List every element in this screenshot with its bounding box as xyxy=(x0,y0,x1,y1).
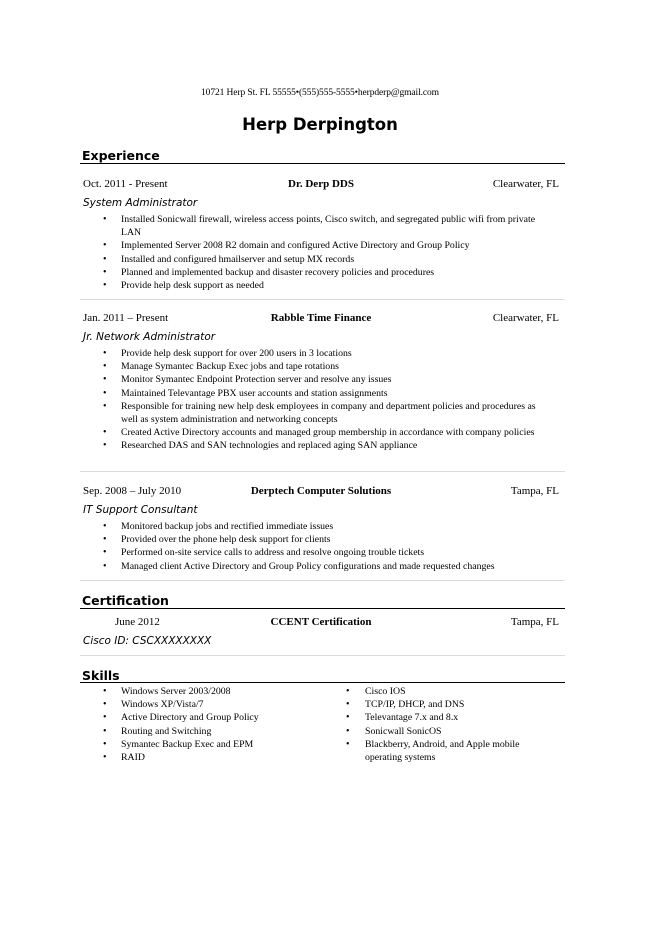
list-item: • Active Directory and Group Policy xyxy=(0,711,321,724)
list-item: • Performed on-site service calls to address and resolve ongoing trouble tickets xyxy=(0,546,541,559)
job-location: Clearwater, FL xyxy=(492,312,559,324)
list-item: • Symantec Backup Exec and EPM xyxy=(0,738,321,751)
list-item: • Windows XP/Vista/7 xyxy=(0,698,321,711)
list-item: • Monitor Symantec Endpoint Protection server and resolve any issues xyxy=(0,373,541,386)
skills-list-right xyxy=(0,685,550,764)
job-company: Rabble Time Finance xyxy=(270,312,372,324)
list-item: • Created Active Directory accounts and managed group membership in accordance with company policies xyxy=(0,426,541,439)
list-item: • Maintained Televantage PBX user accounts and station assignments xyxy=(0,387,541,400)
list-item: • Provided over the phone help desk support for clients xyxy=(0,533,541,546)
section-rule xyxy=(80,608,565,609)
divider xyxy=(80,299,565,300)
list-item: • Monitored backup jobs and rectified immediate issues xyxy=(0,520,541,533)
certification-name: CCENT Certification xyxy=(270,616,372,628)
job-date: Oct. 2011 - Present xyxy=(83,178,168,190)
list-item: • Responsible for training new help desk employees in company and department policies and procedures as well as system administration and networking concepts xyxy=(0,400,541,426)
list-item: • Windows Server 2003/2008 xyxy=(0,685,321,698)
list-item: • Blackberry, Android, and Apple mobile operating systems xyxy=(0,738,550,764)
job-header xyxy=(83,485,559,499)
job-date: Jan. 2011 – Present xyxy=(83,312,169,324)
section-title-certification: Certification xyxy=(82,593,169,608)
section-rule xyxy=(80,163,565,164)
list-item: • Researched DAS and SAN technologies and replaced aging SAN appliance xyxy=(0,439,541,452)
certification-id: Cisco ID: CSCXXXXXXXX xyxy=(83,635,212,647)
divider xyxy=(80,655,565,656)
list-item: • Televantage 7.x and 8.x xyxy=(0,711,550,724)
job-role: Jr. Network Administrator xyxy=(83,331,216,343)
divider xyxy=(80,471,565,472)
list-item: • TCP/IP, DHCP, and DNS xyxy=(0,698,550,711)
job-location: Clearwater, FL xyxy=(492,178,559,190)
job-location: Tampa, FL xyxy=(510,485,559,497)
candidate-name: Herp Derpington xyxy=(242,115,398,134)
list-item: • Installed and configured hmailserver and setup MX records xyxy=(0,253,541,266)
job-company: Dr. Derp DDS xyxy=(288,178,354,190)
list-item: • Installed Sonicwall firewall, wireless access points, Cisco switch, and segregated public wifi from private LAN xyxy=(0,213,541,239)
list-item: • Planned and implemented backup and disaster recovery policies and procedures xyxy=(0,266,541,279)
job-duties-list xyxy=(0,213,541,292)
job-date: Sep. 2008 – July 2010 xyxy=(83,485,182,497)
job-company: Derptech Computer Solutions xyxy=(250,485,392,497)
divider xyxy=(80,580,565,581)
list-item: • Routing and Switching xyxy=(0,725,321,738)
job-role: IT Support Consultant xyxy=(83,504,198,516)
certification-location: Tampa, FL xyxy=(510,616,559,628)
job-role: System Administrator xyxy=(83,197,198,209)
list-item: • Sonicwall SonicOS xyxy=(0,725,550,738)
certification-header xyxy=(83,616,559,630)
section-rule xyxy=(80,682,565,683)
section-title-skills: Skills xyxy=(82,668,120,683)
job-duties-list xyxy=(0,347,541,453)
list-item: • Provide help desk support for over 200 users in 3 locations xyxy=(0,347,541,360)
contact-info: 10721 Herp St. FL 55555•(555)555-5555•herpderp@gmail.com xyxy=(201,88,439,98)
job-header xyxy=(83,312,559,326)
job-duties-list xyxy=(0,520,541,573)
list-item: • RAID xyxy=(0,751,321,764)
list-item: • Managed client Active Directory and Group Policy configurations and made requested changes xyxy=(0,560,541,573)
list-item: • Cisco IOS xyxy=(0,685,550,698)
certification-date: June 2012 xyxy=(115,616,160,628)
job-header xyxy=(83,178,559,192)
list-item: • Manage Symantec Backup Exec jobs and tape rotations xyxy=(0,360,541,373)
list-item: • Implemented Server 2008 R2 domain and configured Active Directory and Group Policy xyxy=(0,239,541,252)
list-item: • Provide help desk support as needed xyxy=(0,279,541,292)
section-title-experience: Experience xyxy=(82,148,160,163)
